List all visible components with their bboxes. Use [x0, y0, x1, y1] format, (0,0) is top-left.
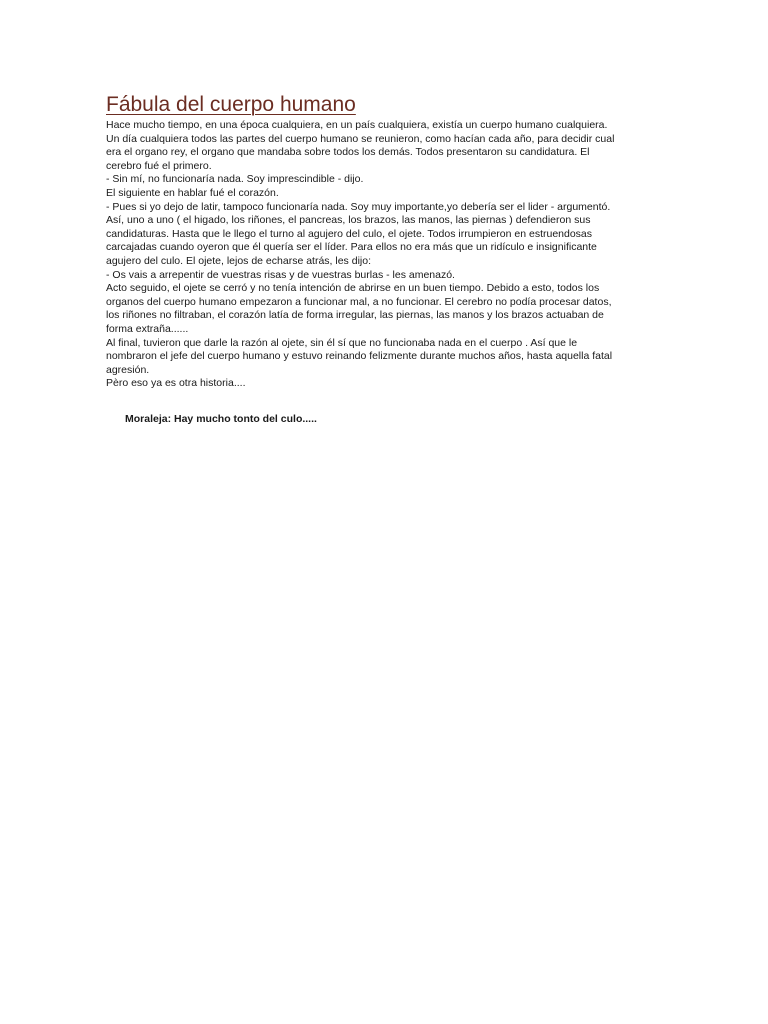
story-line: forma extraña...... [106, 322, 189, 335]
story-body [106, 119, 666, 391]
story-line: - Pues si yo dejo de latir, tampoco funcionaría nada. Soy muy importante,yo debería ser el lider - argumentó. [106, 200, 611, 213]
document-title-link[interactable]: Fábula del cuerpo humano [106, 93, 356, 116]
story-line: carcajadas cuando oyeron que él quería ser el líder. Para ellos no era más que un ridículo e insignificante [106, 241, 597, 254]
moral-text: Moraleja: Hay mucho tonto del culo..... [125, 413, 317, 425]
story-line: Así, uno a uno ( el higado, los riñones, el pancreas, los brazos, las manos, las piernas ) defendieron sus [106, 214, 591, 227]
story-line: - Os vais a arrepentir de vuestras risas y de vuestras burlas - les amenazó. [106, 268, 455, 281]
story-line: nombraron el jefe del cuerpo humano y estuvo reinando felizmente durante muchos años, hasta aquella fatal [106, 350, 613, 363]
story-line: candidaturas. Hasta que le llego el turno al agujero del culo, el ojete. Todos irrumpieron en estruendosas [106, 227, 593, 240]
story-line: Hace mucho tiempo, en una época cualquiera, en un país cualquiera, existía un cuerpo humano cualquiera. [106, 119, 608, 131]
story-line: El siguiente en hablar fué el corazón. [106, 186, 279, 199]
story-line: organos del cuerpo humano empezaron a funcionar mal, a no funcionar. El cerebro no podía procesar datos, [106, 295, 612, 308]
story-line: los riñones no filtraban, el corazón latía de forma irregular, las piernas, las manos y los brazos actuaban de [106, 309, 604, 322]
story-line: Acto seguido, el ojete se cerró y no tenía intención de abrirse en un buen tiempo. Debido a esto, todos los [106, 282, 600, 295]
story-line: agresión. [106, 363, 150, 376]
story-line: Un día cualquiera todos las partes del cuerpo humano se reunieron, como hacían cada año, para decidir cual [106, 132, 615, 145]
story-line: cerebro fué el primero. [106, 159, 212, 172]
story-line: agujero del culo. El ojete, lejos de echarse atrás, les dijo: [106, 254, 371, 267]
story-line: Pèro eso ya es otra historia.... [106, 377, 246, 390]
story-line: - Sin mí, no funcionaría nada. Soy imprescindible - dijo. [106, 173, 364, 186]
story-line: Al final, tuvieron que darle la razón al ojete, sin él sí que no funcionaba nada en el cuerpo . Así que le [106, 336, 578, 349]
story-line: era el organo rey, el organo que mandaba sobre todos los demás. Todos presentaron su candidatura. El [106, 146, 590, 159]
